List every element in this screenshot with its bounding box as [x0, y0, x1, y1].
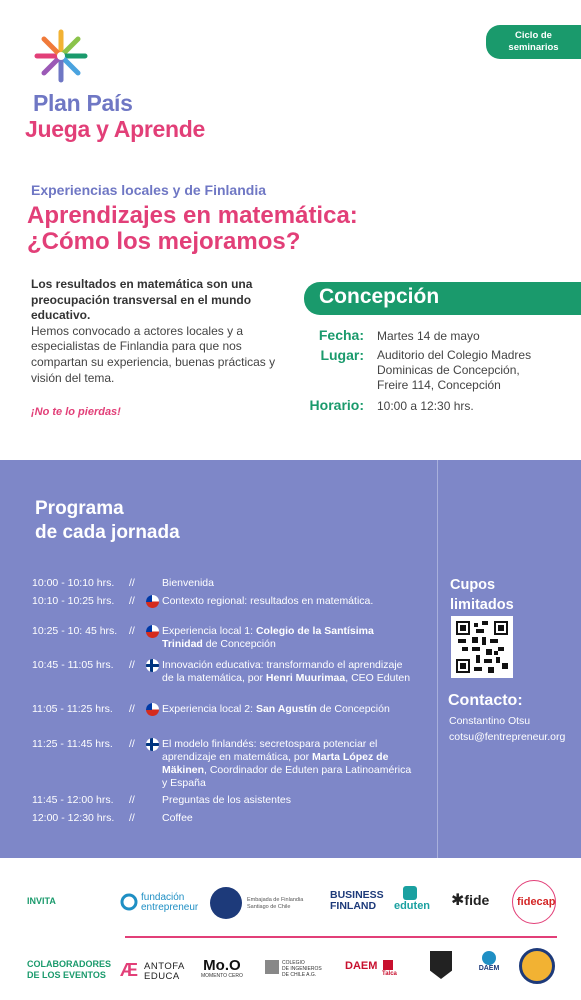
row-desc-post: , CEO Eduten [345, 672, 411, 684]
talca-text: Talca [382, 971, 397, 977]
date-label: Fecha: [318, 327, 364, 343]
contact-info [449, 713, 565, 745]
seats-limited [450, 575, 514, 615]
finland-flag-icon [146, 659, 159, 672]
program-title-2: de cada jornada [35, 522, 180, 543]
brand-line-1: Plan País [33, 90, 133, 116]
colegio-line-3: DE CHILE A.G. [282, 972, 317, 978]
row-desc [162, 703, 412, 716]
row-desc-pre: Experiencia local 1: [162, 625, 256, 637]
row-desc: Contexto regional: resultados en matemática. [162, 595, 374, 607]
fide-logo [451, 890, 489, 910]
daem-2-mark-icon [482, 951, 496, 965]
row-sep: // [129, 577, 135, 589]
colab-line-1: COLABORADORES [27, 959, 112, 969]
row-desc-pre: Innovación educativa: transformando el aprendizaje de la matemática, por [162, 659, 403, 684]
seminar-badge [486, 25, 581, 59]
cupos-line-2: limitados [450, 597, 514, 613]
title-line-1: Aprendizajes en matemática: [27, 202, 358, 229]
business-finland-logo [330, 890, 384, 912]
intro-bold: Los resultados en matemática son una preocupación transversal en el mundo educativo. [31, 277, 253, 323]
fide-figure-icon: ✱ [451, 892, 465, 909]
fundacion-line-1: fundación [141, 892, 185, 903]
daem-text: DAEM [345, 960, 378, 972]
row-time: 10:25 - 10: 45 hrs. [32, 625, 118, 637]
row-desc-post: de Concepción [202, 638, 276, 650]
colaboradores-label [27, 959, 111, 981]
row-time: 10:10 - 10:25 hrs. [32, 595, 115, 607]
row-desc: Bienvenida [162, 577, 214, 589]
fidecap-logo [512, 880, 556, 924]
embajada-line-1: Embajada de Finlandia [247, 897, 304, 903]
program-title [35, 497, 180, 545]
antofa-line-1: ANTOFA [144, 961, 185, 972]
eduten-mark-icon [403, 886, 417, 900]
moo-text: Mo.O [203, 957, 241, 974]
row-desc [162, 625, 412, 651]
embajada-line-2: Santiago de Chile [247, 904, 291, 910]
row-time: 11:25 - 11:45 hrs. [32, 738, 113, 750]
embajada-seal-icon [210, 887, 242, 919]
row-desc-post: , Coordinador de Eduten para Latinoamérica y España [162, 764, 412, 789]
row-sep: // [129, 794, 135, 806]
row-desc-post: de Concepción [316, 703, 390, 715]
row-desc-bold: Henri Muurimaa [265, 672, 346, 684]
row-time: 12:00 - 12:30 hrs. [32, 812, 115, 824]
colegio-mark-icon [265, 960, 279, 974]
eduten-logo [391, 886, 433, 912]
title-line-2: ¿Cómo los mejoramos? [27, 228, 301, 255]
daem-2-logo [476, 951, 502, 972]
antofa-mark-icon: Æ [120, 960, 138, 980]
row-time: 10:00 - 10:10 hrs. [32, 577, 115, 589]
row-desc [162, 738, 412, 790]
municipal-seal-icon [519, 948, 555, 984]
intro-text [31, 277, 296, 386]
colegio-line-2: DE INGENIEROS [282, 966, 322, 972]
contact-email[interactable]: cotsu@fentrepreneur.org [449, 731, 566, 743]
antofa-line-2: EDUCA [144, 971, 180, 982]
row-time: 11:45 - 12:00 hrs. [32, 794, 114, 806]
fundacion-line-2: entrepreneur [141, 902, 199, 913]
badge-line-1: Ciclo de [515, 30, 552, 41]
row-sep: // [129, 738, 135, 750]
row-desc: Coffee [162, 812, 193, 824]
date-value: Martes 14 de mayo [377, 329, 480, 343]
plan-pais-star-icon [33, 28, 89, 84]
talca-shield-icon [383, 960, 393, 970]
bf-line-1: BUSINESS [330, 889, 384, 901]
eyebrow: Experiencias locales y de Finlandia [31, 182, 266, 198]
chile-flag-icon [146, 703, 159, 716]
fundacion-ring-icon [120, 893, 138, 911]
moo-sub: MOMENTO CERO [201, 973, 243, 979]
row-desc: Preguntas de los asistentes [162, 794, 291, 806]
panel-divider [437, 460, 438, 858]
row-time: 11:05 - 11:25 hrs. [32, 703, 113, 715]
chile-flag-icon [146, 595, 159, 608]
row-time: 10:45 - 11:05 hrs. [32, 659, 114, 671]
place-label: Lugar: [320, 347, 364, 363]
colab-line-2: DE LOS EVENTOS [27, 970, 106, 980]
row-desc-bold: Marta López de Mäkinen [162, 751, 389, 776]
contact-name: Constantino Otsu [449, 715, 531, 727]
event-title [27, 203, 358, 255]
daem-talca-logo [345, 960, 397, 977]
invita-label: INVITA [27, 896, 56, 906]
time-label: Horario: [309, 397, 364, 413]
row-sep: // [129, 625, 135, 637]
row-sep: // [129, 812, 135, 824]
momento-cero-logo [201, 958, 243, 979]
city-band: Concepción [304, 282, 581, 315]
eduten-text: eduten [393, 900, 431, 912]
colegio-line-1: COLEGIO [282, 960, 305, 966]
sponsor-divider [125, 936, 557, 938]
intro-body: Hemos convocado a actores locales y a especialistas de Finlandia para que nos compartan su experiencia, buenas prácticas y visión del tema. [31, 323, 276, 385]
school-crest-icon [430, 951, 452, 979]
cupos-line-1: Cupos [450, 577, 496, 593]
row-sep: // [129, 659, 135, 671]
row-desc [162, 659, 412, 685]
row-desc-bold: San Agustín [255, 703, 317, 715]
time-value: 10:00 a 12:30 hrs. [377, 399, 474, 413]
daem-2-text: DAEM [478, 965, 500, 972]
qr-code-icon[interactable] [451, 616, 513, 678]
row-desc-pre: El modelo finlandés: secretospara potenciar el aprendizaje en matemática, por [162, 738, 378, 763]
row-sep: // [129, 595, 135, 607]
fidecap-text: fidecap [517, 896, 556, 908]
call-to-action: ¡No te lo pierdas! [31, 406, 121, 418]
finland-flag-icon [146, 738, 159, 751]
row-desc-pre: Experiencia local 2: [162, 703, 256, 715]
brand-line-2: Juega y Aprende [25, 116, 205, 142]
contact-heading: Contacto: [448, 692, 523, 709]
bf-line-2: FINLAND [330, 900, 377, 912]
fide-text: fide [464, 892, 490, 908]
badge-line-2: seminarios [508, 42, 559, 53]
row-desc-bold: Colegio de la Santísima Trinidad [162, 625, 374, 650]
place-value: Auditorio del Colegio Madres Dominicas de Concepción, Freire 114, Concepción [377, 348, 532, 392]
chile-flag-icon [146, 625, 159, 638]
program-title-1: Programa [35, 498, 124, 519]
row-sep: // [129, 703, 135, 715]
